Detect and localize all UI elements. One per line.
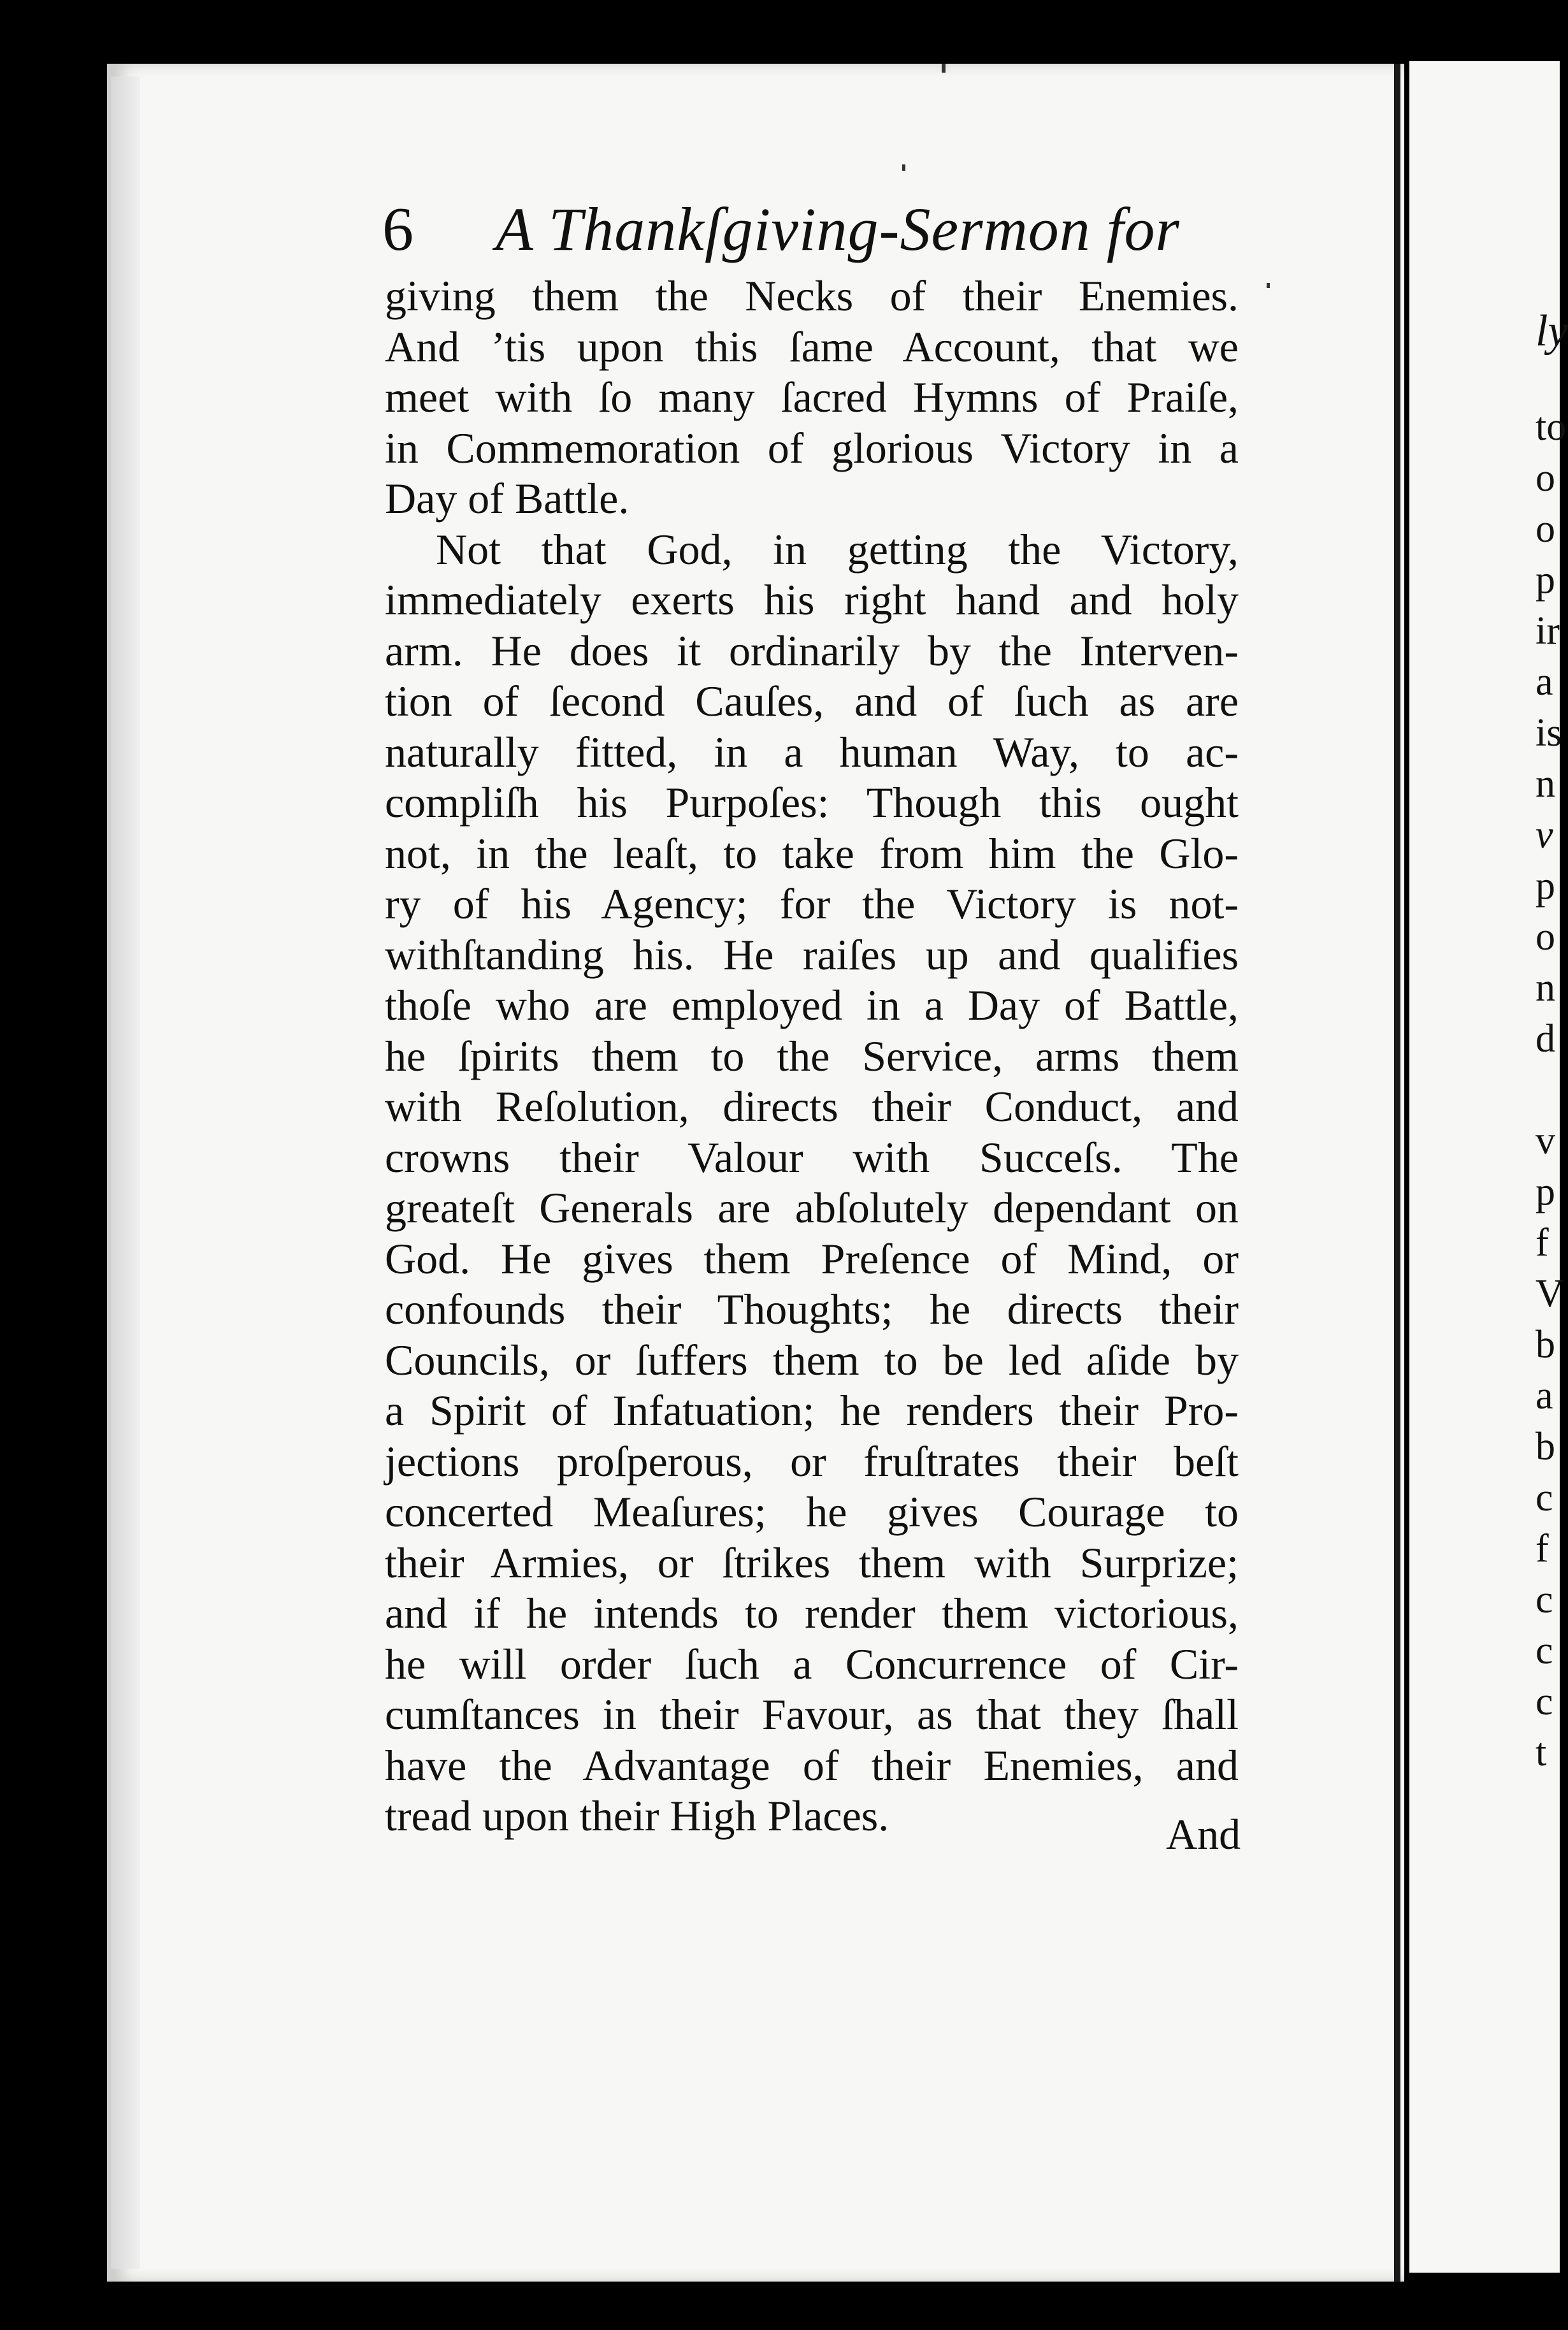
page-number: 6	[382, 195, 414, 264]
text-line: confounds their Thoughts; he directs their	[385, 1285, 1239, 1333]
text-line: jections proſperous, or fruſtrates their beſt	[385, 1436, 1239, 1486]
facing-line-fragment: a	[1536, 660, 1553, 704]
facing-line-fragment: t	[1536, 1731, 1547, 1774]
text-line: a Spirit of Infatuation; he renders their Pro-	[385, 1386, 1239, 1435]
facing-line-fragment: ir	[1536, 609, 1560, 653]
text-line: he will order ſuch a Concurrence of Cir-	[385, 1639, 1239, 1688]
print-speck	[902, 164, 905, 171]
facing-line-fragment: d	[1536, 1017, 1555, 1060]
text-line: Councils, or ſuffers them to be led aſide by	[385, 1335, 1239, 1384]
facing-line-fragment: V	[1536, 1272, 1564, 1315]
text-line: Not that God, in getting the Victory,	[436, 525, 1239, 574]
facing-line-fragment: b	[1536, 1323, 1555, 1366]
print-speck	[1267, 283, 1270, 288]
text-line: compliſh his Purpoſes: Though this ought	[385, 778, 1239, 827]
text-line: tread upon their High Places.	[385, 1791, 889, 1840]
sermon-text-block	[385, 271, 1239, 1842]
text-line: and if he intends to render them victorious,	[385, 1589, 1239, 1637]
text-line: tion of ſecond Cauſes, and of ſuch as are	[385, 677, 1239, 725]
text-line: Day of Battle.	[385, 474, 629, 523]
facing-line-fragment: o	[1536, 456, 1555, 500]
facing-line-fragment: c	[1536, 1476, 1553, 1519]
running-title: A Thankſgiving-Sermon for	[496, 195, 1180, 263]
text-line: cumſtances in their Favour, as that they ſhall	[385, 1690, 1239, 1739]
text-line: meet with ſo many ſacred Hymns of Praiſe,	[385, 373, 1239, 421]
facing-line-fragment: p	[1536, 864, 1555, 908]
text-line: God. He gives them Preſence of Mind, or	[385, 1234, 1239, 1283]
facing-page-text-fragments	[1536, 402, 1567, 1778]
text-line: not, in the leaſt, to take from him the Glo-	[385, 829, 1239, 878]
text-line: concerted Meaſures; he gives Courage to	[385, 1487, 1239, 1536]
page-gutter	[1394, 64, 1400, 2282]
facing-line-fragment: o	[1536, 507, 1555, 551]
page-header	[382, 191, 1249, 268]
facing-line-fragment: is	[1536, 711, 1562, 755]
facing-line-fragment: n	[1536, 762, 1555, 806]
facing-page-header-fragment: ly	[1536, 307, 1568, 356]
text-line: with Reſolution, directs their Conduct, and	[385, 1082, 1239, 1131]
facing-line-fragment: c	[1536, 1680, 1553, 1723]
facing-line-fragment: o	[1536, 915, 1555, 959]
text-line: arm. He does it ordinarily by the Interven-	[385, 626, 1239, 675]
facing-line-fragment: c	[1536, 1629, 1553, 1672]
facing-line-fragment: f	[1536, 1221, 1549, 1264]
facing-line-fragment: p	[1536, 1170, 1555, 1213]
text-line: their Armies, or ſtrikes them with Surprize;	[385, 1538, 1239, 1587]
text-line: And ’tis upon this ſame Account, that we	[385, 322, 1239, 371]
text-line: giving them the Necks of their Enemies.	[385, 271, 1239, 320]
facing-line-fragment	[1536, 1064, 1560, 1115]
print-speck	[942, 64, 946, 73]
facing-line-fragment: v	[1536, 1119, 1555, 1162]
text-line: thoſe who are employed in a Day of Battle,	[385, 981, 1239, 1029]
page-edge-shadow	[111, 76, 140, 2269]
text-line: he ſpirits them to the Service, arms them	[385, 1031, 1239, 1080]
text-line: greateſt Generals are abſolutely dependant on	[385, 1183, 1239, 1232]
facing-line-fragment: n	[1536, 966, 1555, 1009]
facing-line-fragment: a	[1536, 1374, 1553, 1417]
facing-line-fragment: p	[1536, 558, 1555, 602]
facing-line-fragment: b	[1536, 1425, 1555, 1468]
text-line: withſtanding his. He raiſes up and qualifies	[385, 930, 1239, 979]
facing-line-fragment: v	[1536, 813, 1553, 857]
text-line: ry of his Agency; for the Victory is not-	[385, 879, 1239, 928]
facing-line-fragment: to	[1536, 405, 1567, 449]
facing-line-fragment: f	[1536, 1527, 1549, 1570]
text-line: immediately exerts his right hand and holy	[385, 575, 1239, 624]
catchword: And	[1166, 1810, 1241, 1858]
text-line: naturally fitted, in a human Way, to ac-	[385, 727, 1239, 776]
text-line: crowns their Valour with Succeſs. The	[385, 1132, 1239, 1182]
facing-line-fragment: c	[1536, 1578, 1553, 1621]
text-line: in Commemoration of glorious Victory in a	[385, 423, 1239, 472]
text-line: have the Advantage of their Enemies, and	[385, 1740, 1239, 1790]
